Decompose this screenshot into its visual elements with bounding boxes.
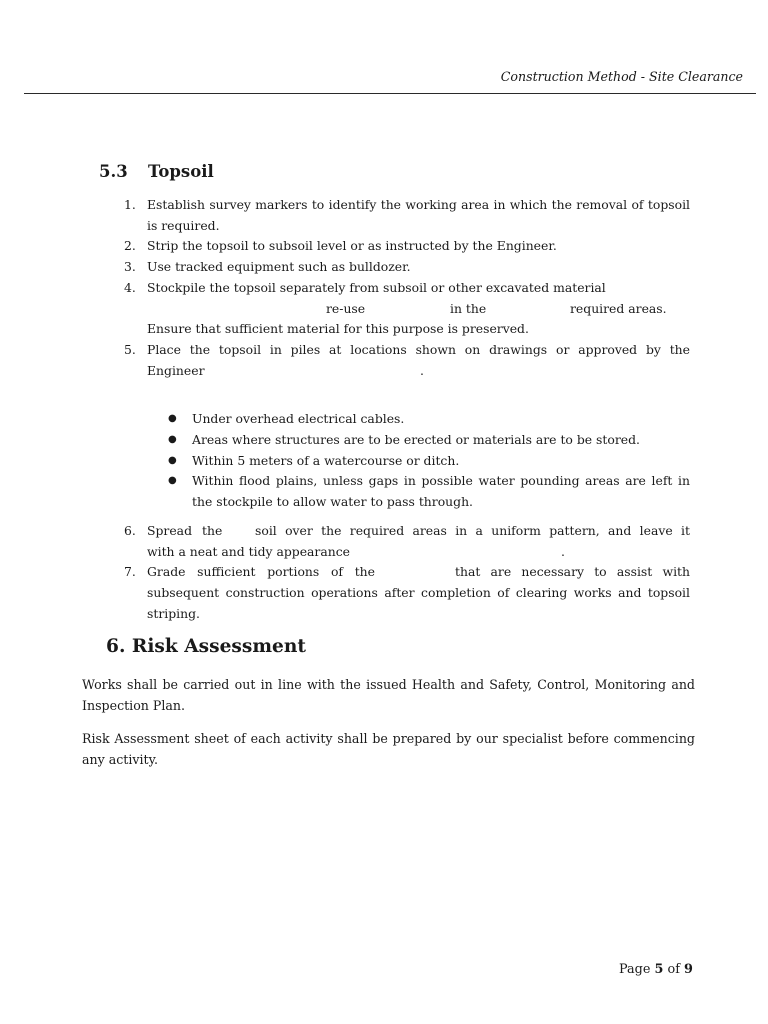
page-label: Page bbox=[619, 962, 651, 977]
list-item-number: 5. bbox=[124, 341, 136, 357]
list-item-text: Engineer bbox=[147, 362, 205, 378]
header-divider bbox=[24, 93, 756, 94]
list-item-number: 7. bbox=[124, 564, 136, 580]
list-item-text: Establish survey markers to identify the working area in which the removal of topsoil is required. bbox=[147, 197, 690, 233]
bullet-text: Areas where structures are to be erected or materials are to be stored. bbox=[192, 431, 640, 447]
list-item-fragment: required areas. bbox=[570, 300, 667, 316]
list-item-fragment: the bbox=[202, 523, 223, 538]
list-item bbox=[124, 195, 690, 236]
bullet-icon: ● bbox=[168, 475, 177, 487]
page-number-footer bbox=[619, 962, 693, 977]
list-item-number: 3. bbox=[124, 259, 136, 275]
section-title: Topsoil bbox=[148, 162, 214, 181]
list-item bbox=[124, 236, 690, 257]
paragraph: Risk Assessment sheet of each activity shall be prepared by our specialist before commencing any activity. bbox=[82, 731, 695, 767]
chapter-heading: 6. Risk Assessment bbox=[106, 636, 306, 657]
of-label: of bbox=[667, 962, 680, 977]
list-item bbox=[124, 257, 690, 278]
bullet-item bbox=[168, 430, 690, 451]
bullet-icon: ● bbox=[168, 413, 177, 424]
list-item-fragment: Spread bbox=[147, 523, 192, 538]
topsoil-steps-list-continued bbox=[124, 521, 690, 624]
current-page: 5 bbox=[654, 962, 664, 977]
paragraph: Works shall be carried out in line with the issued Health and Safety, Control, Monitoring and Inspection Plan. bbox=[82, 677, 695, 713]
bullet-text: Under overhead electrical cables. bbox=[192, 411, 405, 426]
total-pages: 9 bbox=[684, 962, 693, 977]
list-item bbox=[124, 562, 690, 624]
bullet-text: Within 5 meters of a watercourse or ditch. bbox=[192, 452, 460, 468]
bullet-item bbox=[168, 471, 690, 513]
list-item-number: 1. bbox=[124, 197, 136, 212]
list-item-text: soil over the required areas in a uniform pattern, and leave it bbox=[255, 523, 690, 538]
bullet-icon: ● bbox=[168, 454, 177, 466]
list-item-fragment: re-use bbox=[326, 300, 366, 316]
list-item-text: Place the topsoil in piles at locations shown on drawings or approved by the bbox=[147, 341, 690, 357]
list-item-text: Stockpile the topsoil separately from subsoil or other excavated material bbox=[147, 279, 606, 295]
list-item-fragment: in the bbox=[450, 300, 487, 316]
list-item-number: 6. bbox=[124, 523, 136, 538]
list-item-fragment: . bbox=[561, 543, 565, 559]
stockpile-exclusion-list bbox=[168, 409, 690, 513]
bullet-item bbox=[168, 409, 690, 430]
list-item-number: 4. bbox=[124, 279, 136, 295]
list-item-fragment: that are necessary to assist with bbox=[455, 564, 690, 580]
header-title: Construction Method - Site Clearance bbox=[500, 69, 743, 84]
list-item-text: Ensure that sufficient material for this purpose is preserved. bbox=[147, 321, 529, 337]
list-item-text: Strip the topsoil to subsoil level or as instructed by the Engineer. bbox=[147, 238, 557, 254]
bullet-item bbox=[168, 451, 690, 472]
section-number: 5.3 bbox=[99, 162, 128, 181]
list-item-text: subsequent construction operations after completion of clearing works and topsoil striping. bbox=[147, 585, 690, 621]
list-item-text: Use tracked equipment such as bulldozer. bbox=[147, 259, 411, 275]
bullet-icon: ● bbox=[168, 433, 177, 445]
section-heading bbox=[99, 162, 214, 181]
topsoil-steps-list bbox=[124, 195, 690, 381]
list-item-fragment: . bbox=[420, 362, 424, 378]
list-item-number: 2. bbox=[124, 238, 136, 254]
list-item bbox=[124, 521, 690, 562]
list-item-fragment: Grade sufficient portions of the bbox=[147, 564, 375, 580]
list-item bbox=[124, 340, 690, 381]
bullet-text: Within flood plains, unless gaps in possible water pounding areas are left in the stockpile to allow water to pass through. bbox=[192, 473, 690, 510]
list-item-text: with a neat and tidy appearance bbox=[147, 543, 350, 559]
list-item bbox=[124, 278, 690, 340]
